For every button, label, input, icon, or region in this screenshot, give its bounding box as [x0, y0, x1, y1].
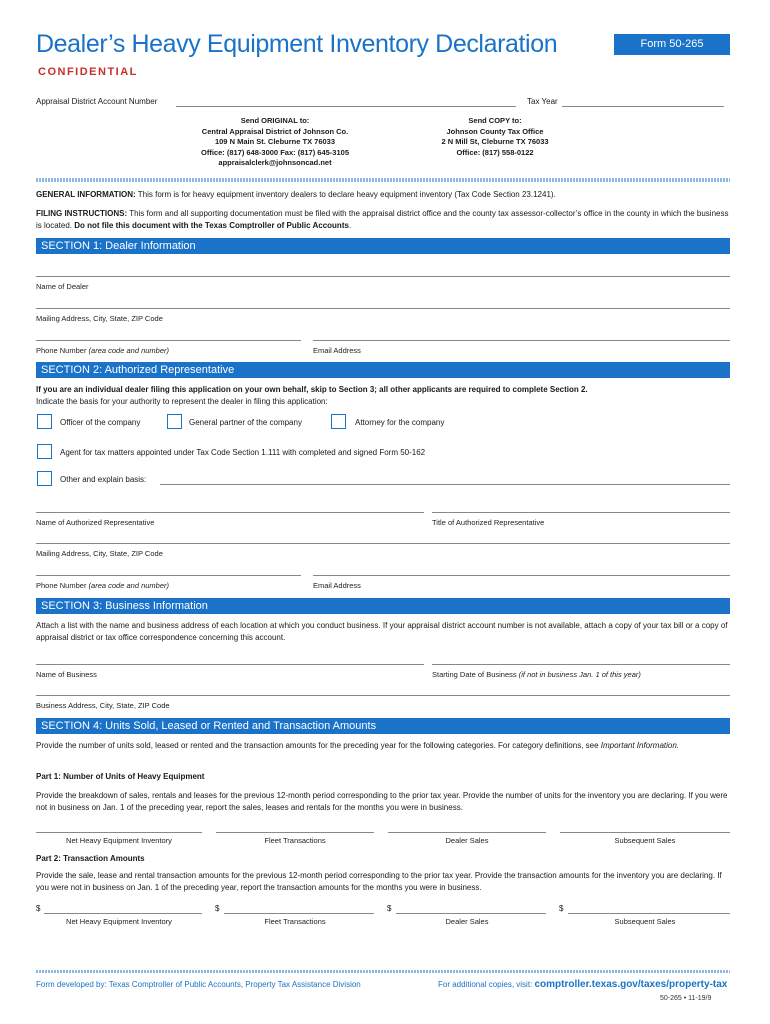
send-original-line1: Central Appraisal District of Johnson Co. — [201, 126, 349, 136]
units-fleet-field[interactable] — [216, 832, 374, 833]
footer-copies-link[interactable]: comptroller.texas.gov/taxes/property-tax — [534, 979, 728, 990]
amount-dealer-sales-field[interactable] — [396, 913, 546, 914]
account-number-label: Appraisal District Account Number — [36, 97, 158, 106]
start-date-field[interactable] — [432, 664, 730, 665]
footer-copies — [438, 979, 727, 990]
section4-intro-text: Provide the number of units sold, leased or rented and the transaction amounts for the preceding year for the following categories. For category definitions, see — [36, 741, 601, 750]
dealer-email-label: Email Address — [313, 346, 361, 355]
business-name-field[interactable] — [36, 664, 424, 665]
amount-dealer-sales-label: Dealer Sales — [445, 917, 489, 926]
rep-mailing-field[interactable] — [36, 543, 730, 544]
section4-intro — [36, 740, 730, 752]
account-number-field[interactable] — [176, 106, 516, 107]
amount-subsequent-sales-field[interactable] — [568, 913, 730, 914]
other-explain-field[interactable] — [160, 484, 730, 485]
footer-copies-prefix: For additional copies, visit: — [438, 980, 535, 989]
business-address-label: Business Address, City, State, ZIP Code — [36, 701, 170, 710]
start-date-label — [432, 670, 641, 679]
form-number-badge: Form 50-265 — [614, 34, 730, 55]
rep-title-field[interactable] — [432, 512, 730, 513]
rep-email-field[interactable] — [313, 575, 730, 576]
general-partner-label: General partner of the company — [189, 418, 302, 427]
send-copy-line3: Office: (817) 558-0122 — [456, 147, 534, 157]
section4-intro-italic: Important Information. — [600, 741, 680, 750]
tax-year-label: Tax Year — [527, 97, 558, 106]
amount-net-inventory-currency: $ — [36, 904, 41, 913]
filing-end: . — [348, 221, 352, 230]
rep-title-label: Title of Authorized Representative — [432, 518, 545, 527]
header-divider — [36, 178, 730, 182]
filing-bold-text: Do not file this document with the Texas Comptroller of Public Accounts — [74, 221, 349, 230]
section3-text: Attach a list with the name and business address of each location at which you conduct business. If your appraisal district account number is not available, attach a copy of your tax bill or a copy of appraisal district or tax office correspondence concerning this account. — [36, 621, 728, 642]
section2-intro: Indicate the basis for your authority to represent the dealer in filing this application: — [36, 397, 328, 406]
send-original-line4: appraisalclerk@johnsoncad.net — [218, 158, 332, 167]
units-subsequent-sales-label: Subsequent Sales — [614, 836, 676, 845]
dealer-mailing-label: Mailing Address, City, State, ZIP Code — [36, 314, 163, 323]
rep-email-label: Email Address — [313, 581, 361, 590]
rep-name-field[interactable] — [36, 512, 424, 513]
confidential-label: CONFIDENTIAL — [38, 66, 138, 78]
send-copy-line1: Johnson County Tax Office — [446, 126, 544, 136]
amount-fleet-currency: $ — [215, 904, 220, 913]
footer-developer: Form developed by: Texas Comptroller of Public Accounts, Property Tax Assistance Division — [36, 980, 361, 989]
amount-subsequent-sales-label: Subsequent Sales — [614, 917, 676, 926]
rep-phone-label — [36, 581, 169, 590]
footer-divider — [36, 970, 730, 973]
attorney-checkbox[interactable] — [331, 414, 346, 429]
form-version: 50-265 • 11-19/9 — [660, 995, 712, 1002]
rep-phone-hint: (area code and number) — [88, 581, 170, 590]
section1-header: SECTION 1: Dealer Information — [36, 238, 730, 254]
general-info-label: GENERAL INFORMATION: — [36, 190, 136, 199]
amount-net-inventory-label: Net Heavy Equipment Inventory — [66, 917, 172, 926]
amount-fleet-label: Fleet Transactions — [264, 917, 326, 926]
units-dealer-sales-label: Dealer Sales — [445, 836, 489, 845]
agent-checkbox[interactable] — [37, 444, 52, 459]
send-copy-block — [400, 116, 590, 158]
send-copy-heading: Send COPY to: — [468, 116, 522, 125]
rep-phone-label-text: Phone Number — [36, 581, 87, 590]
dealer-mailing-field[interactable] — [36, 308, 730, 309]
amount-net-inventory-field[interactable] — [44, 913, 202, 914]
general-partner-checkbox[interactable] — [167, 414, 182, 429]
start-date-label-text: Starting Date of Business — [432, 670, 517, 679]
units-subsequent-sales-field[interactable] — [560, 832, 730, 833]
send-original-line3: Office: (817) 648-3000 Fax: (817) 645-3105 — [200, 147, 349, 157]
general-info-text: This form is for heavy equipment inventory dealers to declare heavy equipment inventory (Tax Code Section 23.1241). — [135, 190, 556, 199]
units-net-inventory-field[interactable] — [36, 832, 202, 833]
part1-text: Provide the breakdown of sales, rentals and leases for the previous 12-month period corresponding to the prior tax year. Provide the number of units for the inventory you are declaring. If you were not in business on Jan. 1 of the preceding year, report the sales, leases and rentals for the months you were in business. — [36, 791, 728, 812]
amount-dealer-sales-currency: $ — [387, 904, 392, 913]
business-name-label: Name of Business — [36, 670, 97, 679]
filing-instructions — [36, 208, 730, 232]
dealer-email-field[interactable] — [313, 340, 730, 341]
send-original-block — [180, 116, 370, 169]
units-net-inventory-label: Net Heavy Equipment Inventory — [66, 836, 172, 845]
filing-label: FILING INSTRUCTIONS: — [36, 209, 128, 218]
other-checkbox[interactable] — [37, 471, 52, 486]
agent-label: Agent for tax matters appointed under Tax Code Section 1.111 with completed and signed Form 50-162 — [60, 448, 426, 457]
officer-checkbox[interactable] — [37, 414, 52, 429]
dealer-phone-label — [36, 346, 169, 355]
attorney-label: Attorney for the company — [355, 418, 445, 427]
part1-title: Part 1: Number of Units of Heavy Equipment — [36, 772, 205, 781]
start-date-hint: (if not in business Jan. 1 of this year) — [518, 670, 641, 679]
amount-subsequent-sales-currency: $ — [559, 904, 564, 913]
general-information — [36, 189, 730, 201]
part2-title: Part 2: Transaction Amounts — [36, 854, 145, 863]
send-original-heading: Send ORIGINAL to: — [240, 116, 310, 125]
officer-label: Officer of the company — [60, 418, 141, 427]
rep-name-label: Name of Authorized Representative — [36, 518, 155, 527]
dealer-phone-label-text: Phone Number — [36, 346, 87, 355]
form-title: Dealer’s Heavy Equipment Inventory Declaration — [36, 30, 558, 58]
send-original-line2: 109 N Main St. Cleburne TX 76033 — [214, 137, 336, 146]
business-address-field[interactable] — [36, 695, 730, 696]
units-fleet-label: Fleet Transactions — [264, 836, 326, 845]
dealer-phone-hint: (area code and number) — [88, 346, 170, 355]
tax-year-field[interactable] — [562, 106, 724, 107]
section2-intro-bold: If you are an individual dealer filing this application on your own behalf, skip to Section 3; all other applicants are required to complete Section 2. — [36, 385, 588, 394]
section4-header: SECTION 4: Units Sold, Leased or Rented and Transaction Amounts — [36, 718, 730, 734]
dealer-name-field[interactable] — [36, 276, 730, 277]
rep-mailing-label: Mailing Address, City, State, ZIP Code — [36, 549, 163, 558]
filing-text: This form and all supporting documentation must be filed with the appraisal district office and the county tax assessor-collector’s office in the county in which the business is located. — [36, 209, 729, 230]
section3-header: SECTION 3: Business Information — [36, 598, 730, 614]
part2-text: Provide the sale, lease and rental transaction amounts for the previous 12-month period corresponding to the prior tax year. Provide the transaction amounts for the inventory you are declaring. If you were not in business on Jan. 1 of the preceding year, report the transaction amounts for the months you were in business. — [36, 871, 722, 892]
units-dealer-sales-field[interactable] — [388, 832, 546, 833]
amount-fleet-field[interactable] — [224, 913, 374, 914]
rep-phone-field[interactable] — [36, 575, 301, 576]
dealer-phone-field[interactable] — [36, 340, 301, 341]
other-label: Other and explain basis: — [60, 475, 147, 484]
send-copy-line2: 2 N Mill St, Cleburne TX 76033 — [441, 137, 549, 146]
section2-header: SECTION 2: Authorized Representative — [36, 362, 730, 378]
dealer-name-label: Name of Dealer — [36, 282, 89, 291]
